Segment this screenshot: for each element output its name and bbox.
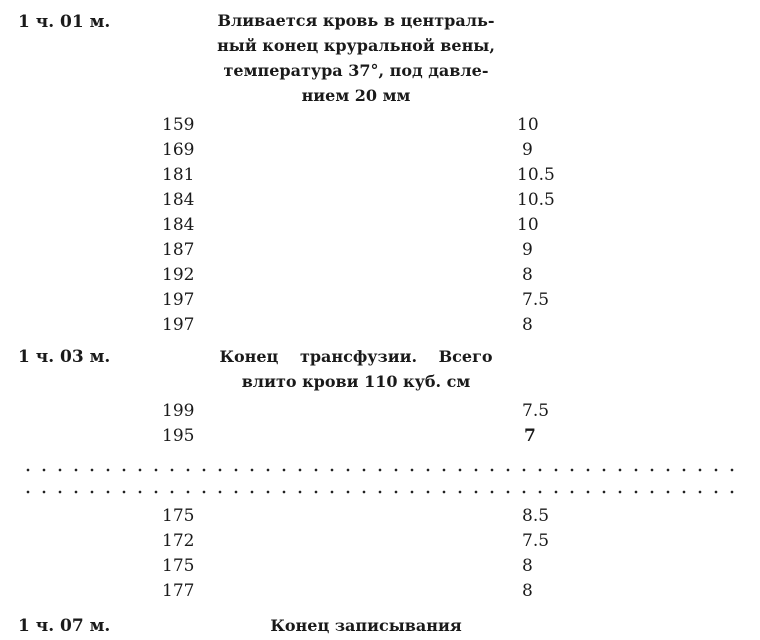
time-label: 1 ч. 01 м. [18, 12, 111, 32]
note-line: температура 37°, под давле- [223, 61, 489, 80]
value-col1: 192 [162, 265, 195, 285]
value-col1: 175 [162, 556, 195, 576]
time-label: 1 ч. 07 м. [18, 616, 111, 636]
value-col2: 10 [517, 215, 539, 235]
value-col2: 8 [522, 265, 533, 285]
value-col1: 159 [162, 115, 195, 135]
note-line: Конец трансфузии. Всего [219, 347, 493, 366]
value-col2: 7 [524, 426, 536, 446]
value-col1: 175 [162, 506, 195, 526]
value-col1: 199 [162, 401, 195, 421]
value-col2: 8.5 [522, 506, 550, 526]
value-col1: 172 [162, 531, 195, 551]
value-col1: 184 [162, 215, 195, 235]
value-col2: 9 [522, 240, 533, 260]
value-col2: 8 [522, 556, 533, 576]
value-col1: 184 [162, 190, 195, 210]
note-line: влито крови 110 куб. см [241, 372, 471, 391]
value-col1: 181 [162, 165, 195, 185]
value-col2: 8 [522, 315, 533, 335]
value-col2: 10.5 [517, 190, 555, 210]
note-line: ный конец круральной вены, [217, 36, 495, 55]
note-line: Конец записывания [270, 616, 462, 635]
note-line: нием 20 мм [301, 86, 411, 105]
value-col2: 10.5 [517, 165, 555, 185]
value-col1: 187 [162, 240, 195, 260]
value-col2: 9 [522, 140, 533, 160]
note-block [212, 8, 500, 108]
note-block [212, 369, 500, 394]
value-col2: 10 [517, 115, 539, 135]
dotted-separator [20, 490, 740, 494]
value-col2: 7.5 [522, 531, 550, 551]
time-label: 1 ч. 03 м. [18, 347, 111, 367]
dotted-separator [20, 468, 740, 472]
value-col2: 7.5 [522, 401, 550, 421]
value-col1: 197 [162, 290, 195, 310]
value-col2: 8 [522, 581, 533, 601]
value-col1: 177 [162, 581, 195, 601]
value-col1: 197 [162, 315, 195, 335]
value-col2: 7.5 [522, 290, 550, 310]
value-col1: 195 [162, 426, 195, 446]
value-col1: 169 [162, 140, 195, 160]
note-line: Вливается кровь в централь- [217, 11, 495, 30]
note-block [212, 344, 500, 369]
